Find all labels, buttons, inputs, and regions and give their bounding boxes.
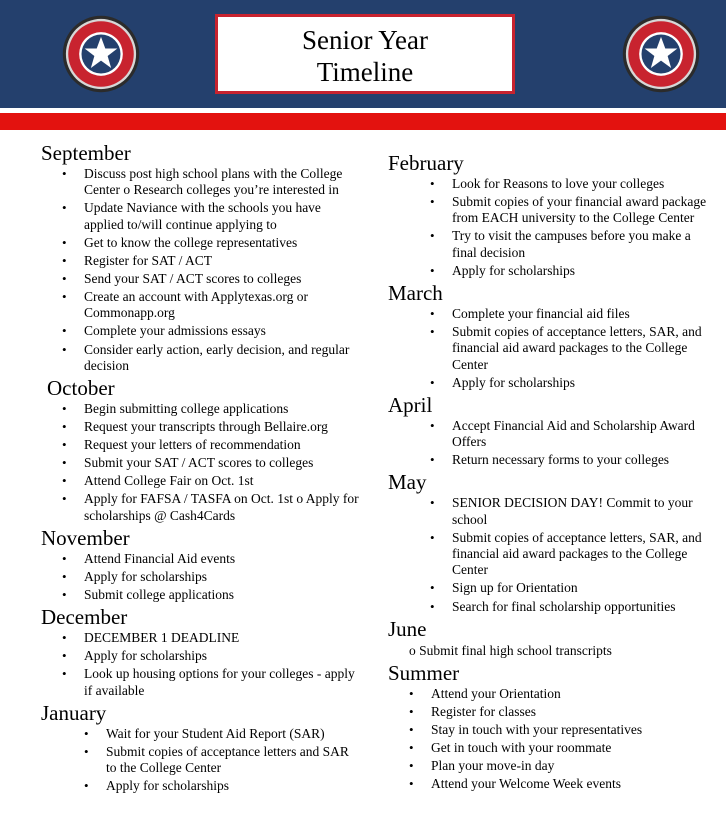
month-section (388, 661, 708, 793)
task-item: • Request your letters of recommendation (84, 437, 361, 453)
month-heading: September (41, 141, 131, 165)
month-section (41, 701, 361, 795)
task-item: • Register for SAT / ACT (84, 253, 361, 269)
task-item: • Send your SAT / ACT scores to colleges (84, 271, 361, 287)
task-item: • Apply for scholarships (452, 375, 708, 391)
task-list (431, 686, 708, 793)
month-heading: April (388, 392, 433, 417)
header-stripe-red (0, 113, 726, 130)
task-item: • Create an account with Applytexas.org or Commonapp.org (84, 289, 361, 322)
task-item: • Attend Financial Aid events (84, 551, 361, 567)
task-item: • Look up housing options for your colleges - apply if available (84, 666, 361, 699)
left-column (41, 141, 361, 796)
task-item: • Look for Reasons to love your colleges (452, 176, 708, 192)
month-heading: May (388, 470, 427, 495)
task-item: • Try to visit the campuses before you make a final decision (452, 228, 708, 261)
task-list (452, 176, 708, 279)
task-item: • Submit copies of acceptance letters and SAR to the College Center (106, 744, 361, 777)
month-heading: December (41, 605, 128, 630)
task-item: • Attend your Welcome Week events (431, 776, 708, 792)
month-heading: Summer (388, 660, 460, 685)
task-item: • Apply for FAFSA / TASFA on Oct. 1st o Apply for scholarships @ Cash4Cards (84, 491, 361, 524)
task-item: • Apply for scholarships (84, 569, 361, 585)
lamar-texans-logo-icon (62, 15, 140, 93)
month-heading: June (388, 616, 427, 641)
month-section (41, 376, 361, 524)
task-item: • Complete your admissions essays (84, 323, 361, 339)
page-title (215, 14, 515, 94)
lamar-texans-logo-icon (622, 15, 700, 93)
task-item: • Update Naviance with the schools you have applied to/will continue applying to (84, 200, 361, 233)
task-item: • Search for final scholarship opportunities (452, 599, 708, 615)
task-list (84, 401, 361, 524)
task-item: • Submit college applications (84, 587, 361, 603)
month-section (41, 605, 361, 699)
task-item: • Get to know the college representatives (84, 235, 361, 251)
month-note: o Submit final high school transcripts (409, 642, 612, 658)
task-item: • SENIOR DECISION DAY! Commit to your school (452, 495, 708, 528)
title-line-2: Timeline (316, 57, 414, 87)
task-item: • Sign up for Orientation (452, 580, 708, 596)
task-item: • Accept Financial Aid and Scholarship Award Offers (452, 418, 708, 451)
month-section (388, 470, 708, 614)
task-item: • Attend College Fair on Oct. 1st (84, 473, 361, 489)
right-column (388, 151, 708, 794)
task-item: • Submit your SAT / ACT scores to colleges (84, 455, 361, 471)
task-item: • Apply for scholarships (106, 778, 361, 794)
task-item: • Get in touch with your roommate (431, 740, 708, 756)
task-item: • Apply for scholarships (452, 263, 708, 279)
task-item: • Request your transcripts through Bellaire.org (84, 419, 361, 435)
task-list (452, 495, 708, 614)
task-item: • Register for classes (431, 704, 708, 720)
task-item: • Apply for scholarships (84, 648, 361, 664)
task-item: • Plan your move-in day (431, 758, 708, 774)
task-item: • Submit copies of your financial award package from EACH university to the College Center (452, 194, 708, 227)
month-section (41, 141, 361, 374)
month-section (388, 617, 708, 659)
task-item: • DECEMBER 1 DEADLINE (84, 630, 361, 646)
month-heading: November (41, 525, 130, 550)
task-item: • Submit copies of acceptance letters, SAR, and financial aid award packages to the College Center (452, 530, 708, 579)
month-section (41, 526, 361, 603)
task-list (84, 166, 361, 374)
task-item: • Wait for your Student Aid Report (SAR) (106, 726, 361, 742)
task-item: • Discuss post high school plans with the College Center o Research colleges you’re interested in (84, 166, 361, 199)
month-section (388, 281, 708, 391)
task-list (84, 551, 361, 603)
month-heading: October (47, 375, 115, 400)
month-heading: February (388, 151, 464, 175)
month-heading: March (388, 280, 443, 305)
task-item: • Stay in touch with your representatives (431, 722, 708, 738)
task-item: • Consider early action, early decision, and regular decision (84, 342, 361, 375)
title-line-1: Senior Year (302, 25, 428, 55)
month-section (388, 393, 708, 469)
task-item: • Attend your Orientation (431, 686, 708, 702)
task-list (106, 726, 361, 795)
task-item: • Begin submitting college applications (84, 401, 361, 417)
task-list (84, 630, 361, 699)
month-section (388, 151, 708, 279)
task-item: • Return necessary forms to your colleges (452, 452, 708, 468)
task-item: • Submit copies of acceptance letters, SAR, and financial aid award packages to the College Center (452, 324, 708, 373)
task-list (452, 418, 708, 469)
task-list (452, 306, 708, 391)
task-item: • Complete your financial aid files (452, 306, 708, 322)
month-heading: January (41, 700, 107, 725)
